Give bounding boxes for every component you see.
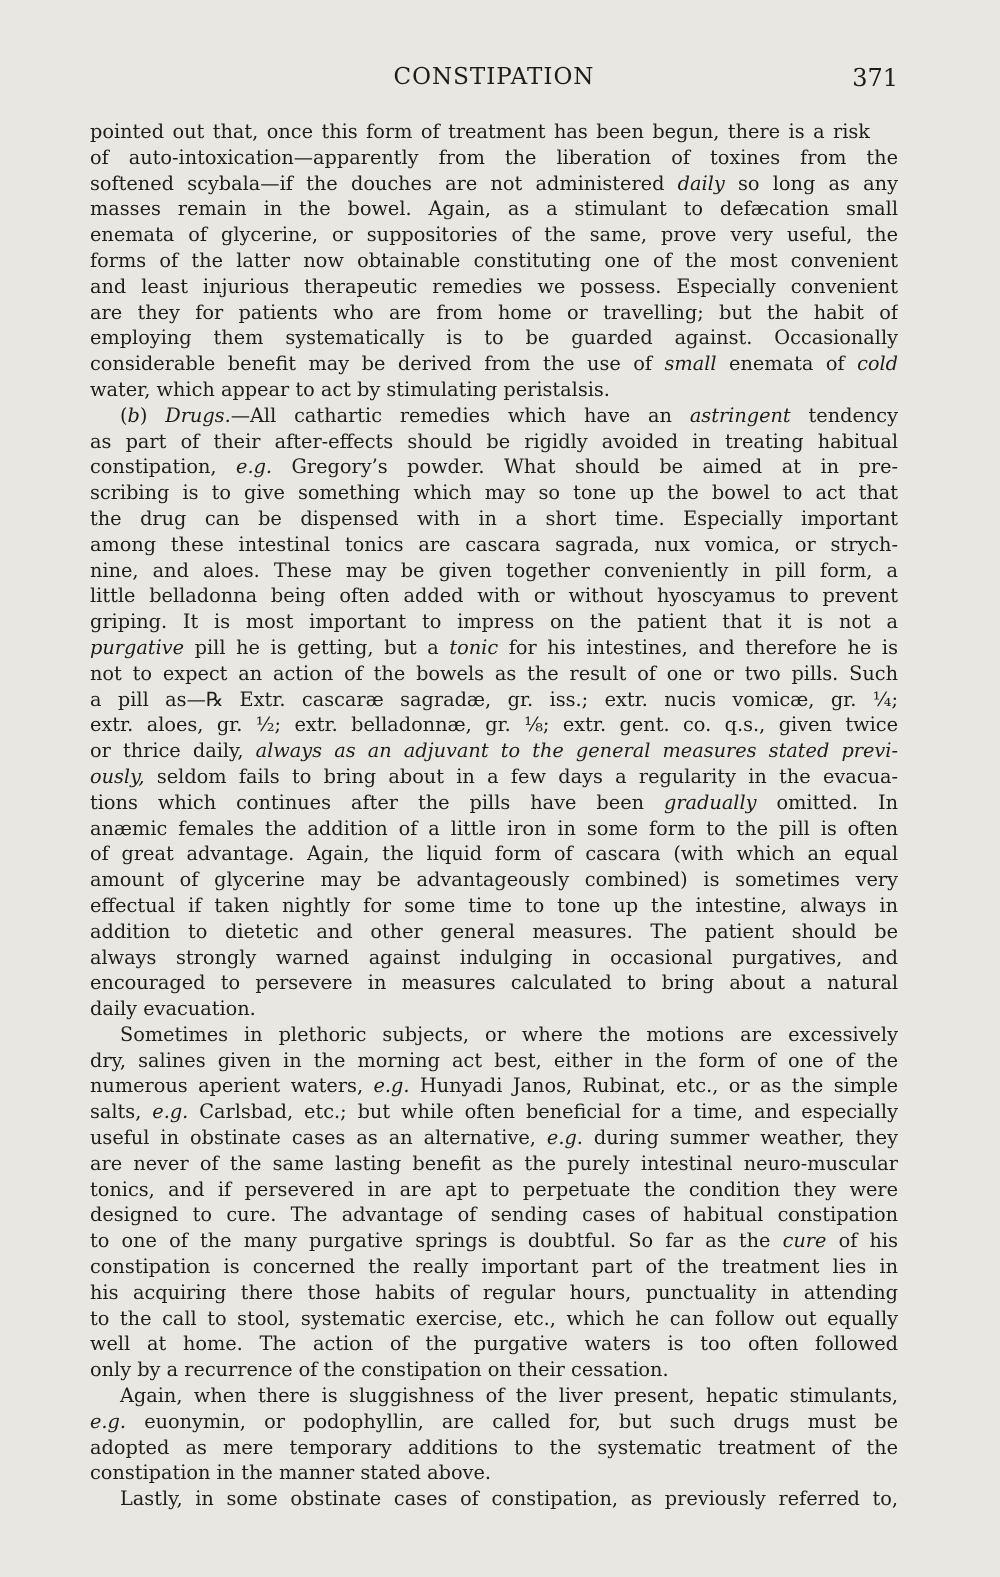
italic-text: small — [664, 352, 717, 376]
text-line: constipation, e.g. Gregory’s powder. What should be aimed at in pre- — [90, 455, 898, 479]
text-line: effectual if taken nightly for some time to tone up the intestine, always in — [90, 893, 898, 917]
text-line: scribing is to give something which may so tone up the bowel to act that — [90, 481, 898, 505]
text-line: masses remain in the bowel. Again, as a stimulant to defæcation small — [90, 197, 898, 221]
text-line: tonics, and if persevered in are apt to perpetuate the condition they were — [90, 1177, 898, 1201]
text-line: nine, and aloes. These may be given together conveniently in pill form, a — [90, 558, 898, 582]
text-line: Again, when there is sluggishness of the liver present, hepatic stimulants, — [120, 1384, 898, 1408]
text-line: not to expect an action of the bowels as the result of one or two pills. Such — [90, 661, 898, 685]
text-line: are never of the same lasting benefit as the purely intestinal neuro-muscular — [90, 1151, 898, 1175]
italic-text: e.g. — [152, 1100, 189, 1124]
italic-text: tonic — [449, 635, 499, 659]
running-title: CONSTIPATION — [393, 64, 595, 90]
text-line: enemata of glycerine, or suppositories of the same, prove very useful, the — [90, 223, 898, 247]
text-line: and least injurious therapeutic remedies we possess. Especially convenient — [90, 274, 898, 298]
text-line: useful in obstinate cases as an alternative, e.g. during summer weather, they — [90, 1126, 898, 1150]
text-line: considerable benefit may be derived from the use of small enemata of cold — [90, 352, 898, 376]
text-line: Sometimes in plethoric subjects, or where the motions are excessively — [120, 1022, 898, 1046]
text-line: addition to dietetic and other general measures. The patient should be — [90, 919, 898, 943]
text-line: water, which appear to act by stimulating peristalsis. — [90, 377, 610, 401]
text-line: to the call to stool, systematic exercise, etc., which he can follow out equally — [90, 1306, 898, 1330]
text-line: pointed out that, once this form of treatment has been begun, there is a risk — [90, 120, 870, 143]
text-line: or thrice daily, always as an adjuvant to the general measures stated previ- — [90, 739, 898, 763]
italic-text: purgative — [90, 635, 185, 659]
text-line: daily evacuation. — [90, 997, 256, 1021]
text-line: softened scybala—if the douches are not administered daily so long as any — [90, 171, 898, 195]
text-line: little belladonna being often added with or without hyoscyamus to prevent — [90, 584, 898, 608]
text-line: of auto-intoxication—apparently from the liberation of toxines from the — [90, 145, 898, 169]
text-line: adopted as mere temporary additions to the systematic treatment of the — [90, 1435, 898, 1459]
running-header — [90, 64, 898, 98]
section-heading-drugs: Drugs. — [165, 403, 231, 427]
text-line: Lastly, in some obstinate cases of constipation, as previously referred to, — [120, 1487, 898, 1511]
text-line: constipation in the manner stated above. — [90, 1461, 491, 1485]
text-line: always strongly warned against indulging in occasional purgatives, and — [90, 945, 898, 969]
italic-text: astringent — [689, 403, 791, 427]
text-line: among these intestinal tonics are cascara sagrada, nux vomica, or strych- — [90, 532, 898, 556]
text-line: anæmic females the addition of a little iron in some form to the pill is often — [90, 816, 898, 840]
text-line: only by a recurrence of the constipation on their cessation. — [90, 1358, 669, 1382]
text-line: purgative pill he is getting, but a tonic for his intestines, and therefore he is — [90, 635, 898, 659]
text-line: well at home. The action of the purgative waters is too often followed — [90, 1332, 898, 1356]
text-line: amount of glycerine may be advantageously combined) is sometimes very — [90, 868, 898, 892]
text-line: salts, e.g. Carlsbad, etc.; but while often beneficial for a time, and especially — [90, 1100, 898, 1124]
text-line: constipation is concerned the really important part of the treatment lies in — [90, 1255, 898, 1279]
italic-text: always as an adjuvant to the general measures stated previ- — [255, 739, 898, 763]
text-line: griping. It is most important to impress on the patient that it is not a — [90, 610, 898, 634]
text-line: are they for patients who are from home or travelling; but the habit of — [90, 300, 898, 324]
text-line: as part of their after-effects should be rigidly avoided in treating habitual — [90, 429, 898, 453]
prescription-line: extr. aloes, gr. ½; extr. belladonnæ, gr. ⅛; extr. gent. co. q.s., given twice — [90, 713, 898, 737]
text-line: to one of the many purgative springs is doubtful. So far as the cure of his — [90, 1229, 898, 1253]
text-line: ously, seldom fails to bring about in a few days a regularity in the evacua- — [90, 764, 898, 788]
text-line: his acquiring there those habits of regular hours, punctuality in attending — [90, 1280, 898, 1304]
page-number: 371 — [852, 64, 898, 92]
text-line: tions which continues after the pills have been gradually omitted. In — [90, 790, 898, 814]
text-line: designed to cure. The advantage of sending cases of habitual constipation — [90, 1203, 898, 1227]
italic-text: e.g. — [373, 1074, 410, 1098]
text-line: employing them systematically is to be guarded against. Occasionally — [90, 326, 898, 350]
italic-text: cold — [857, 352, 898, 376]
text-line: the drug can be dispensed with in a short time. Especially important — [90, 506, 898, 530]
text-line: (b) Drugs.—All cathartic remedies which have an astringent tendency — [120, 403, 898, 427]
italic-text: cure — [782, 1229, 827, 1253]
text-line: forms of the latter now obtainable constituting one of the most convenient — [90, 248, 898, 272]
italic-text: e.g. — [546, 1126, 583, 1150]
text-line: of great advantage. Again, the liquid form of cascara (with which an equal — [90, 842, 898, 866]
italic-text: b — [127, 403, 140, 427]
text-line: dry, salines given in the morning act best, either in the form of one of the — [90, 1048, 898, 1072]
italic-text: ously, — [90, 764, 145, 788]
body-text — [90, 119, 898, 1512]
italic-text: gradually — [664, 790, 757, 814]
prescription-line: a pill as—℞ Extr. cascaræ sagradæ, gr. iss.; extr. nucis vomicæ, gr. ¼; — [90, 687, 898, 711]
italic-text: e.g. — [236, 455, 273, 479]
text-line: encouraged to persevere in measures calculated to bring about a natural — [90, 971, 898, 995]
italic-text: e.g. — [90, 1409, 127, 1433]
text-line: numerous aperient waters, e.g. Hunyadi Janos, Rubinat, etc., or as the simple — [90, 1074, 898, 1098]
text-line: e.g. euonymin, or podophyllin, are called for, but such drugs must be — [90, 1409, 898, 1433]
italic-text: daily — [677, 171, 725, 195]
